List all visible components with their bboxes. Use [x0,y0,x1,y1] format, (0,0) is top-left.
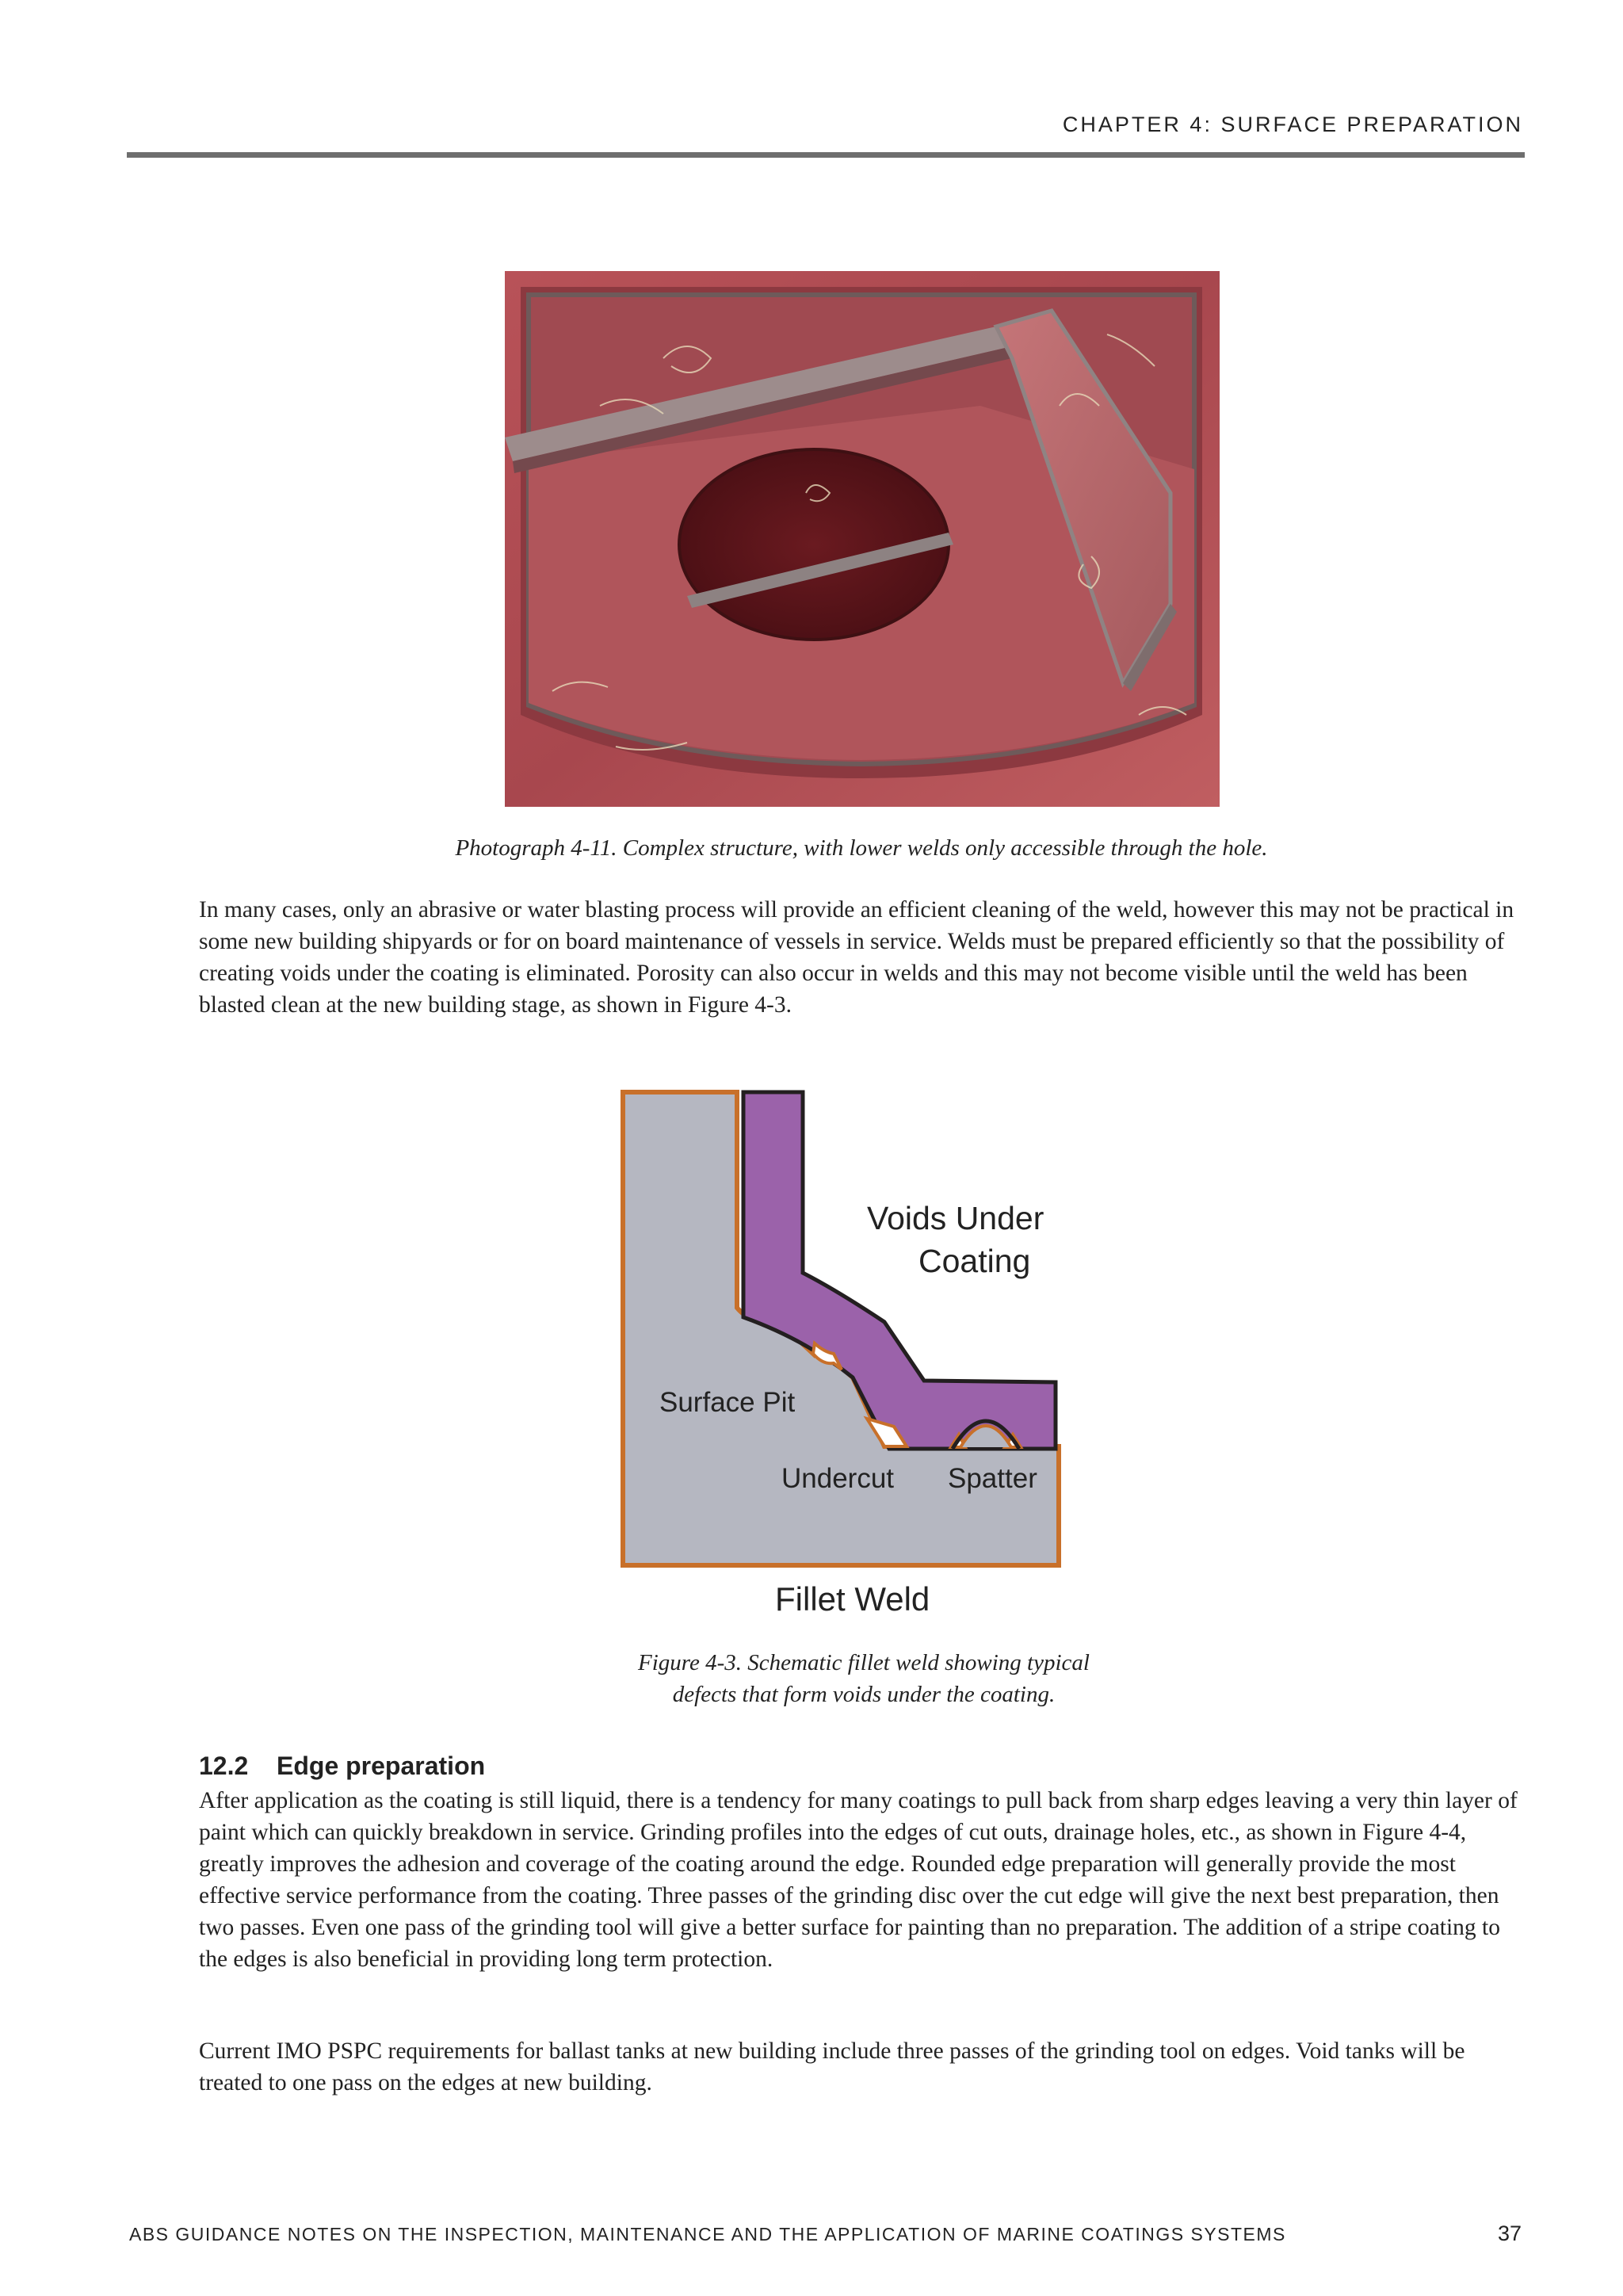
section-title: Edge preparation [277,1752,486,1780]
label-fillet-weld: Fillet Weld [775,1580,930,1618]
label-spatter: Spatter [948,1463,1037,1494]
label-voids-under-coating: Voids Under Coating [867,1200,1044,1279]
section-heading [199,1752,485,1781]
page-number: 37 [1497,2222,1522,2245]
header-divider [127,152,1525,158]
running-footer: ABS GUIDANCE NOTES ON THE INSPECTION, MAINTENANCE AND THE APPLICATION OF MARINE COATINGS SYSTEMS [129,2224,1286,2244]
paragraph-imo-pspc: Current IMO PSPC requirements for ballast tanks at new building include three passes of the grinding tool on edges. Void tanks will be treated to one pass on the edges at new building. [199,2038,1465,2095]
section-number: 12.2 [199,1752,249,1780]
fillet-weld-diagram [615,1086,1111,1633]
paragraph-weld-cleaning: In many cases, only an abrasive or water blasting process will provide an efficient cleaning of the weld, however this may not be practical in some new building shipyards or for on board maintenance of vessels in service. Welds must be prepared efficiently so that the possibility of creating voids under the coating is eliminated. Porosity can also occur in welds and this may not become visible until the weld has been blasted clean at the new building stage, as shown in Figure 4-3. [199,897,1514,1018]
running-header: CHAPTER 4: SURFACE PREPARATION [1062,113,1523,136]
label-surface-pit: Surface Pit [659,1387,796,1418]
figure-caption: Figure 4-3. Schematic fillet weld showing typical defects that form voids under the coating. [638,1650,1090,1707]
photo-caption: Photograph 4-11. Complex structure, with lower welds only accessible through the hole. [455,835,1268,861]
label-undercut: Undercut [781,1463,895,1494]
paragraph-edge-preparation: After application as the coating is still liquid, there is a tendency for many coatings to pull back from sharp edges leaving a very thin layer of paint which can quickly breakdown in service. Grinding profiles into the edges of cut outs, drainage holes, etc., as shown in Figure 4-4, greatly improves the adhesion and coverage of the coating around the edge. Rounded edge preparation will generally provide the most effective service performance from the coating. Three passes of the grinding disc over the cut edge will give the next best preparation, then two passes. Even one pass of the grinding tool will give a better surface for painting than no preparation. The addition of a stripe coating to the edges is also beneficial in providing long term protection. [199,1788,1518,1972]
photograph-complex-structure [505,271,1220,807]
